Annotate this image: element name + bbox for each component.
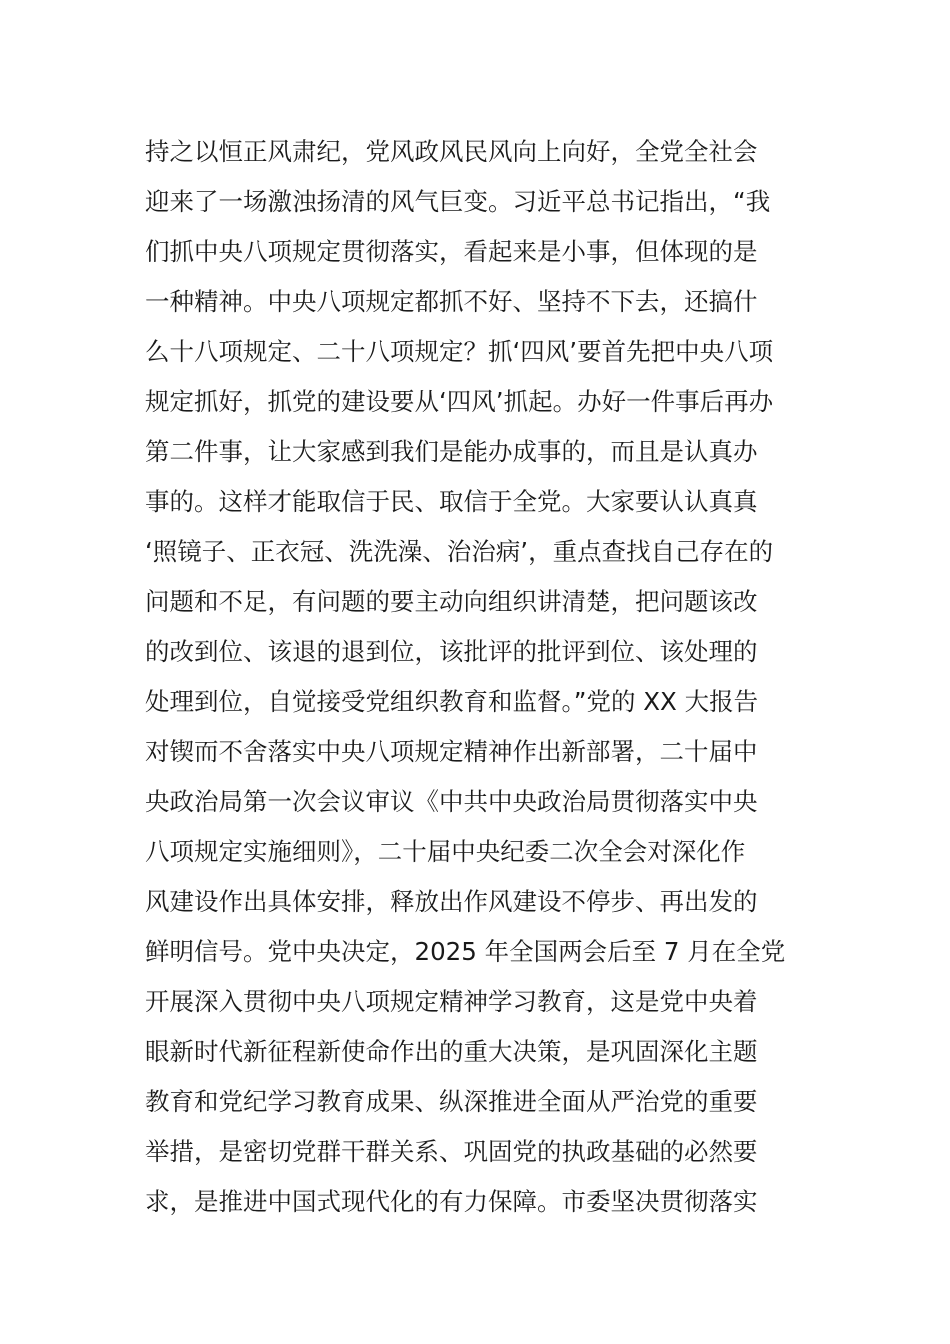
text-line: 持之以恒正风肃纪，党风政风民风向上向好，全党全社会 bbox=[145, 137, 758, 166]
text-line: 央政治局第一次会议审议《中共中央政治局贯彻落实中央 bbox=[145, 787, 758, 816]
text-line: 么十八项规定、二十八项规定？抓‘四风’要首先把中央八项 bbox=[145, 337, 774, 366]
text-line: ‘照镜子、正衣冠、洗洗澡、治治病’，重点查找自己存在的 bbox=[145, 537, 774, 566]
text-line: 第二件事，让大家感到我们是能办成事的，而且是认真办 bbox=[145, 437, 758, 466]
text-line: 处理到位，自觉接受党组织教育和监督。”党的 XX 大报告 bbox=[145, 687, 759, 716]
text-line: 们抓中央八项规定贯彻落实，看起来是小事，但体现的是 bbox=[145, 237, 758, 266]
text-line: 一种精神。中央八项规定都抓不好、坚持不下去，还搞什 bbox=[145, 287, 758, 316]
text-line: 开展深入贯彻中央八项规定精神学习教育，这是党中央着 bbox=[145, 987, 758, 1016]
body-text bbox=[145, 127, 815, 1227]
text-line: 风建设作出具体安排，释放出作风建设不停步、再出发的 bbox=[145, 887, 758, 916]
text-line: 对锲而不舍落实中央八项规定精神作出新部署，二十届中 bbox=[145, 737, 758, 766]
text-line: 事的。这样才能取信于民、取信于全党。大家要认认真真 bbox=[145, 487, 758, 516]
text-line: 眼新时代新征程新使命作出的重大决策，是巩固深化主题 bbox=[145, 1037, 758, 1066]
text-line: 规定抓好，抓党的建设要从‘四风’抓起。办好一件事后再办 bbox=[145, 387, 774, 416]
text-line: 的改到位、该退的退到位，该批评的批评到位、该处理的 bbox=[145, 637, 758, 666]
text-line: 迎来了一场激浊扬清的风气巨变。习近平总书记指出，“我 bbox=[145, 187, 771, 216]
text-line: 鲜明信号。党中央决定，2025 年全国两会后至 7 月在全党 bbox=[145, 937, 786, 966]
text-line: 教育和党纪学习教育成果、纵深推进全面从严治党的重要 bbox=[145, 1087, 758, 1116]
text-line: 求，是推进中国式现代化的有力保障。市委坚决贯彻落实 bbox=[145, 1187, 758, 1216]
text-line: 问题和不足，有问题的要主动向组织讲清楚，把问题该改 bbox=[145, 587, 758, 616]
text-line: 举措，是密切党群干群关系、巩固党的执政基础的必然要 bbox=[145, 1137, 758, 1166]
text-line: 八项规定实施细则》，二十届中央纪委二次全会对深化作 bbox=[145, 837, 746, 866]
